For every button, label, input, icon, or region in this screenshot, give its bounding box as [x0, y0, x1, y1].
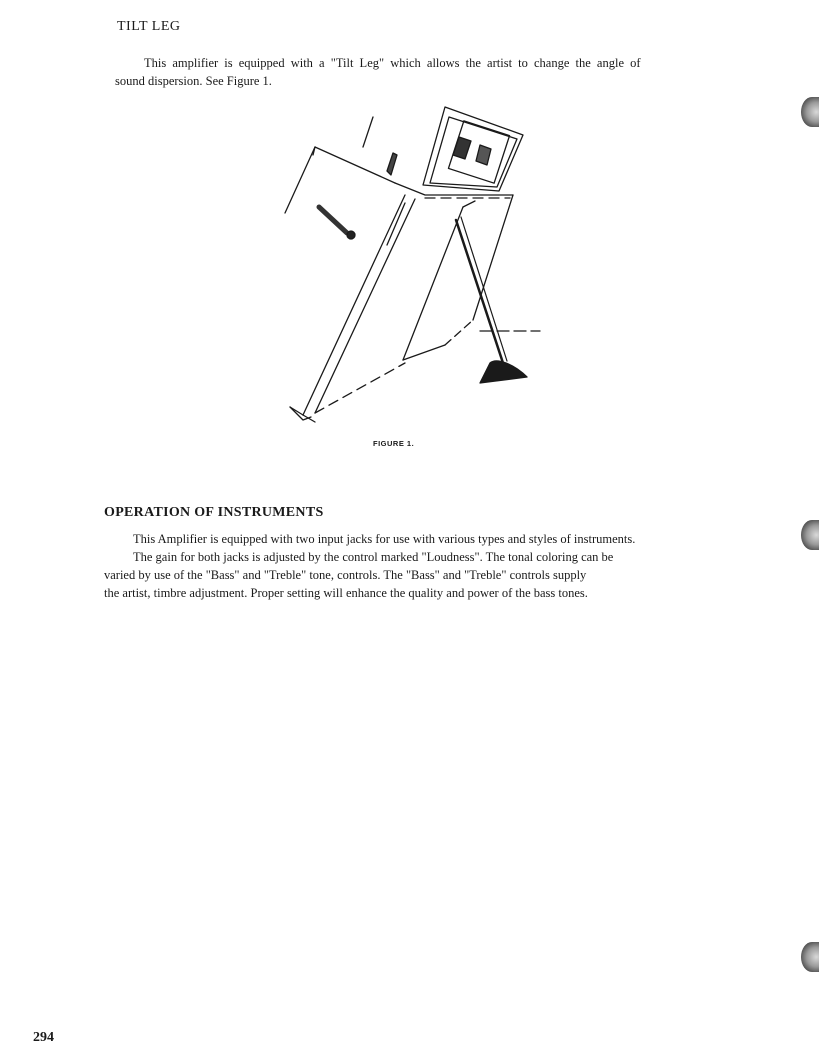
control-panel — [423, 107, 523, 191]
paragraph-line: varied by use of the "Bass" and "Treble" tone, controls. The "Bass" and "Treble" controls supply — [104, 568, 587, 582]
operation-heading: OPERATION OF INSTRUMENTS — [104, 505, 324, 520]
cabinet-right-edge — [473, 195, 513, 320]
tilt-leg-foot — [480, 361, 527, 383]
cabinet-top-edge — [315, 147, 395, 183]
tilt-leg — [456, 220, 503, 363]
side-handle — [319, 207, 347, 233]
binder-hole-icon — [801, 97, 819, 127]
tilt-leg-heading: TILT LEG — [117, 19, 181, 34]
operation-paragraph — [104, 530, 708, 602]
paragraph-line: the artist, timbre adjustment. Proper setting will enhance the quality and power of the bass tones. — [104, 586, 588, 600]
binder-hole-icon — [801, 942, 819, 972]
paragraph-line: This amplifier is equipped with a "Tilt Leg" which allows the artist to change the angle of — [144, 56, 641, 70]
paragraph-line: This Amplifier is equipped with two input jacks for use with various types and styles of instruments. — [133, 532, 636, 546]
page-number: 294 — [33, 1030, 54, 1045]
amplifier-tilt-leg-illustration — [275, 95, 555, 435]
figure-caption: FIGURE 1. — [373, 439, 415, 448]
binder-hole-icon — [801, 520, 819, 550]
paragraph-line: sound dispersion. See Figure 1. — [115, 74, 272, 88]
cabinet-front-edge — [303, 195, 405, 415]
tilt-leg-paragraph — [115, 54, 715, 90]
top-handle — [387, 153, 397, 175]
paragraph-line: The gain for both jacks is adjusted by the control marked "Loudness". The tonal coloring can be — [133, 550, 614, 564]
amplifier-drawing — [275, 95, 555, 435]
cabinet-left-edge — [285, 147, 315, 213]
